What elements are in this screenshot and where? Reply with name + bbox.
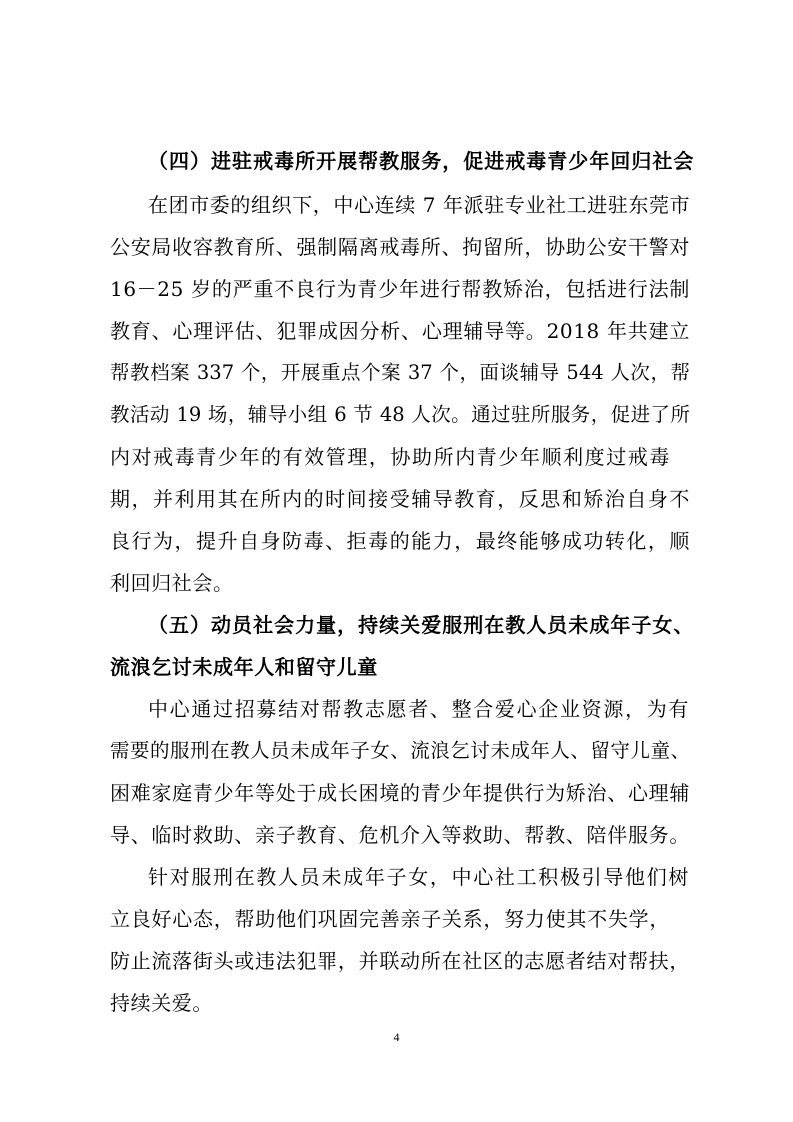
paragraph-line: 在团市委的组织下，中心连续 7 年派驻专业社工进驻东莞市 [148, 193, 691, 217]
paragraph-line: 需要的服刑在教人员未成年子女、流浪乞讨未成年人、留守儿童、 [110, 739, 690, 762]
section-heading-4: （四）进驻戒毒所开展帮教服务，促进戒毒青少年回归社会 [148, 149, 694, 173]
paragraph-line: 公安局收容教育所、强制隔离戒毒所、拘留所，协助公安干警对 [110, 235, 690, 259]
paragraph-line: 教育、心理评估、犯罪成因分析、心理辅导等。2018 年共建立 [110, 319, 690, 343]
paragraph-line: 防止流落街头或违法犯罪，并联动所在社区的志愿者结对帮扶， [110, 949, 690, 973]
paragraph-line: 教活动 19 场，辅导小组 6 节 48 人次。通过驻所服务，促进了所 [110, 403, 690, 426]
paragraph-line: 利回归社会。 [110, 571, 234, 595]
section-heading-5-continued: 流浪乞讨未成年人和留守儿童 [110, 655, 378, 679]
paragraph-line: 期，并利用其在所内的时间接受辅导教育，反思和矫治自身不 [110, 487, 690, 511]
paragraph-line: 帮教档案 337 个，开展重点个案 37 个，面谈辅导 544 人次，帮 [110, 361, 690, 384]
paragraph-line: 导、临时救助、亲子教育、危机介入等救助、帮教、陪伴服务。 [110, 823, 690, 847]
paragraph-line: 困难家庭青少年等处于成长困境的青少年提供行为矫治、心理辅 [110, 781, 690, 805]
paragraph-line: 16－25 岁的严重不良行为青少年进行帮教矫治，包括进行法制 [110, 277, 690, 301]
paragraph-line: 持续关爱。 [110, 991, 213, 1015]
paragraph-line: 内对戒毒青少年的有效管理，协助所内青少年顺利度过戒毒 [110, 445, 670, 469]
paragraph-line: 立良好心态，帮助他们巩固完善亲子关系，努力使其不失学， [110, 907, 670, 931]
paragraph-line: 良行为，提升自身防毒、拒毒的能力，最终能够成功转化，顺 [110, 529, 690, 553]
page-number: 4 [393, 1030, 400, 1044]
paragraph-line: 中心通过招募结对帮教志愿者、整合爱心企业资源，为有 [148, 697, 689, 721]
paragraph-line: 针对服刑在教人员未成年子女，中心社工积极引导他们树 [148, 865, 689, 889]
section-heading-5: （五）动员社会力量，持续关爱服刑在教人员未成年子女、 [148, 613, 694, 637]
